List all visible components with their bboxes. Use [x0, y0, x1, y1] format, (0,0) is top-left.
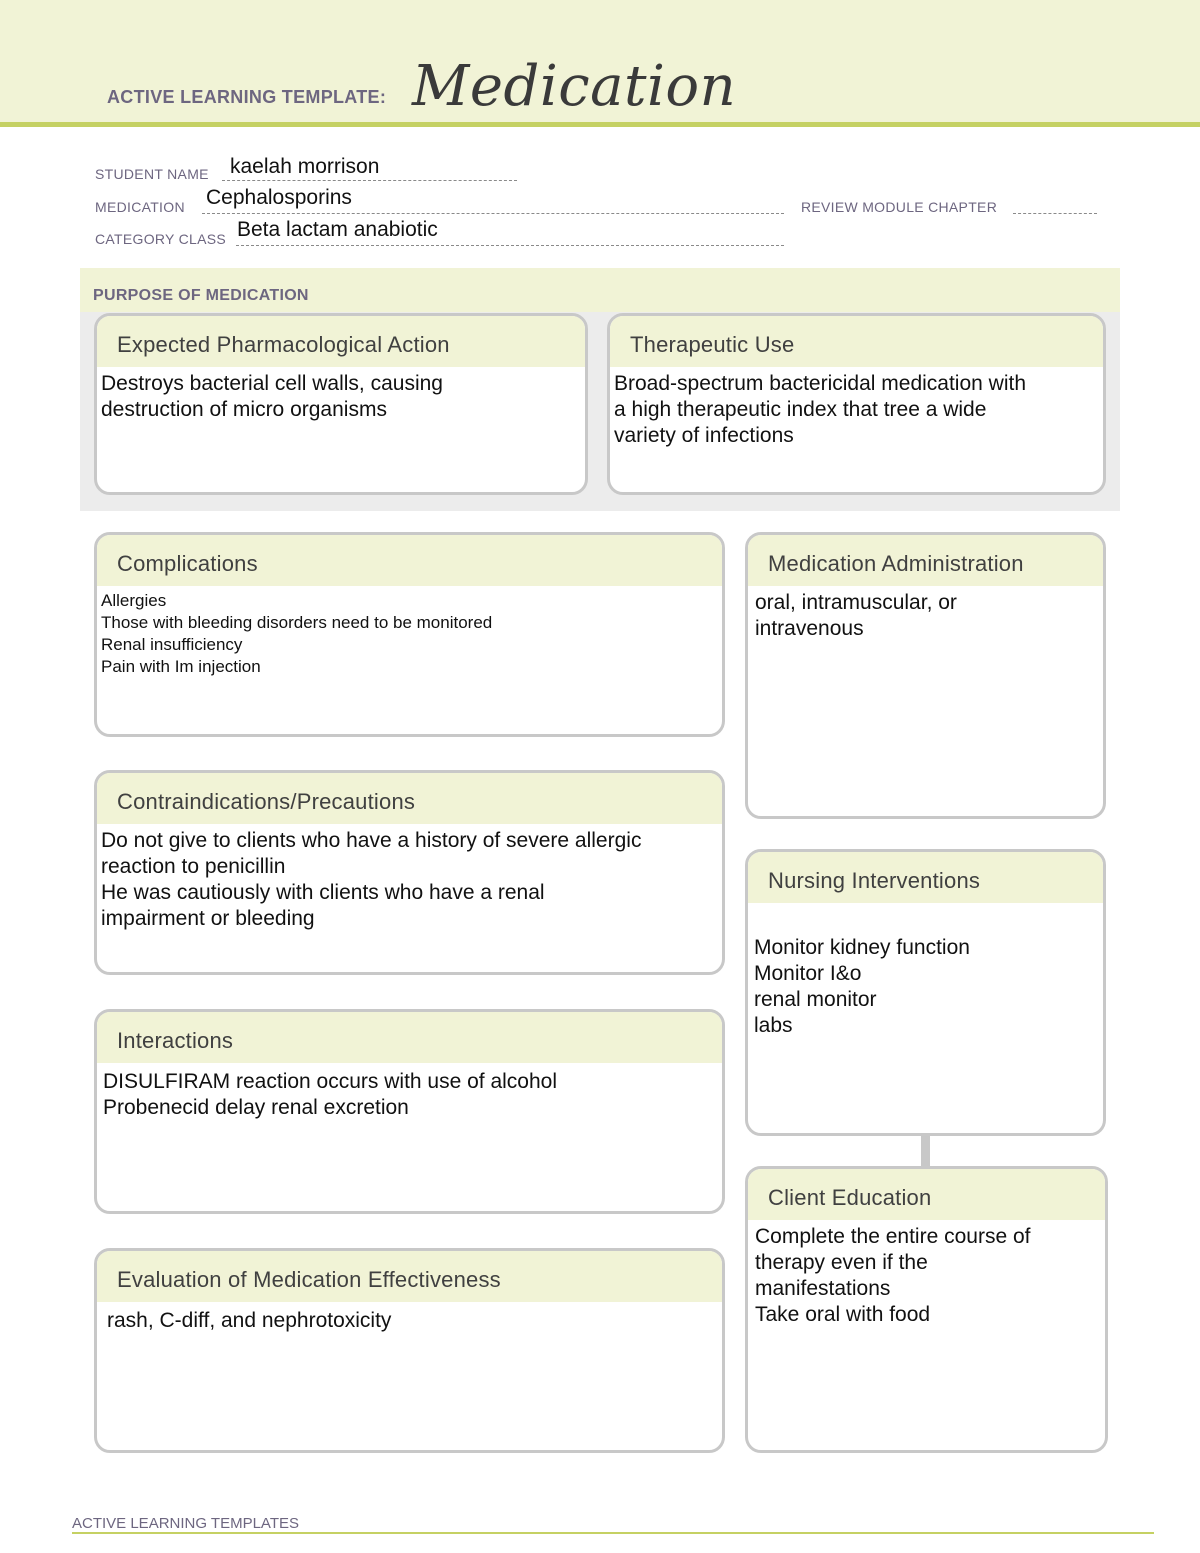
header-rule — [0, 122, 1200, 127]
contraindications-box — [94, 770, 725, 975]
therapeutic-use-box — [607, 313, 1106, 495]
template-prefix: ACTIVE LEARNING TEMPLATE: — [107, 87, 387, 107]
client-education-box — [745, 1166, 1108, 1453]
nursing-interventions-text[interactable]: Monitor kidney function Monitor I&o renal monitor labs — [754, 936, 970, 1037]
section-connector — [921, 1134, 930, 1166]
evaluation-text[interactable]: rash, C-diff, and nephrotoxicity — [107, 1309, 392, 1332]
interactions-box — [94, 1009, 725, 1214]
complications-text[interactable]: Allergies Those with bleeding disorders need to be monitored Renal insufficiency Pain with Im injection — [101, 591, 493, 676]
therapeutic-use-title: Therapeutic Use — [610, 316, 1103, 367]
administration-box — [745, 532, 1106, 819]
administration-title: Medication Administration — [748, 535, 1103, 586]
purpose-heading: PURPOSE OF MEDICATION — [93, 287, 309, 304]
medication-label: MEDICATION — [95, 199, 185, 215]
nursing-interventions-title: Nursing Interventions — [748, 852, 1103, 903]
administration-text[interactable]: oral, intramuscular, or intravenous — [755, 591, 957, 640]
student-name-label: STUDENT NAME — [95, 166, 209, 182]
pharm-action-box — [94, 313, 588, 495]
pharm-action-title: Expected Pharmacological Action — [97, 316, 585, 367]
category-class-line — [236, 245, 784, 246]
nursing-interventions-box — [745, 849, 1106, 1136]
evaluation-box — [94, 1248, 725, 1453]
footer-text: ACTIVE LEARNING TEMPLATES — [72, 1515, 299, 1532]
category-class-label: CATEGORY CLASS — [95, 231, 227, 247]
page-title: Medication — [412, 54, 737, 119]
contraindications-title: Contraindications/Precautions — [97, 773, 722, 824]
interactions-text[interactable]: DISULFIRAM reaction occurs with use of alcohol Probenecid delay renal excretion — [103, 1070, 558, 1119]
complications-box — [94, 532, 725, 737]
student-name-line — [222, 180, 517, 181]
footer-rule — [72, 1532, 1154, 1534]
pharm-action-text[interactable]: Destroys bacterial cell walls, causing destruction of micro organisms — [101, 372, 443, 421]
evaluation-title: Evaluation of Medication Effectiveness — [97, 1251, 722, 1302]
student-name-field[interactable]: kaelah morrison — [230, 155, 380, 178]
review-module-field[interactable] — [1013, 213, 1097, 214]
medication-field[interactable]: Cephalosporins — [206, 186, 352, 209]
medication-line — [202, 213, 784, 214]
client-education-title: Client Education — [748, 1169, 1105, 1220]
review-module-label: REVIEW MODULE CHAPTER — [801, 199, 998, 215]
category-class-field[interactable]: Beta lactam anabiotic — [237, 218, 438, 241]
therapeutic-use-text[interactable]: Broad-spectrum bactericidal medication with a high therapeutic index that tree a wide variety of infections — [614, 372, 1027, 447]
contraindications-text[interactable]: Do not give to clients who have a history of severe allergic reaction to penicillin He was cautiously with clients who have a renal impairment or bleeding — [101, 829, 642, 930]
client-education-text[interactable]: Complete the entire course of therapy even if the manifestations Take oral with food — [755, 1225, 1031, 1326]
interactions-title: Interactions — [97, 1012, 722, 1063]
complications-title: Complications — [97, 535, 722, 586]
